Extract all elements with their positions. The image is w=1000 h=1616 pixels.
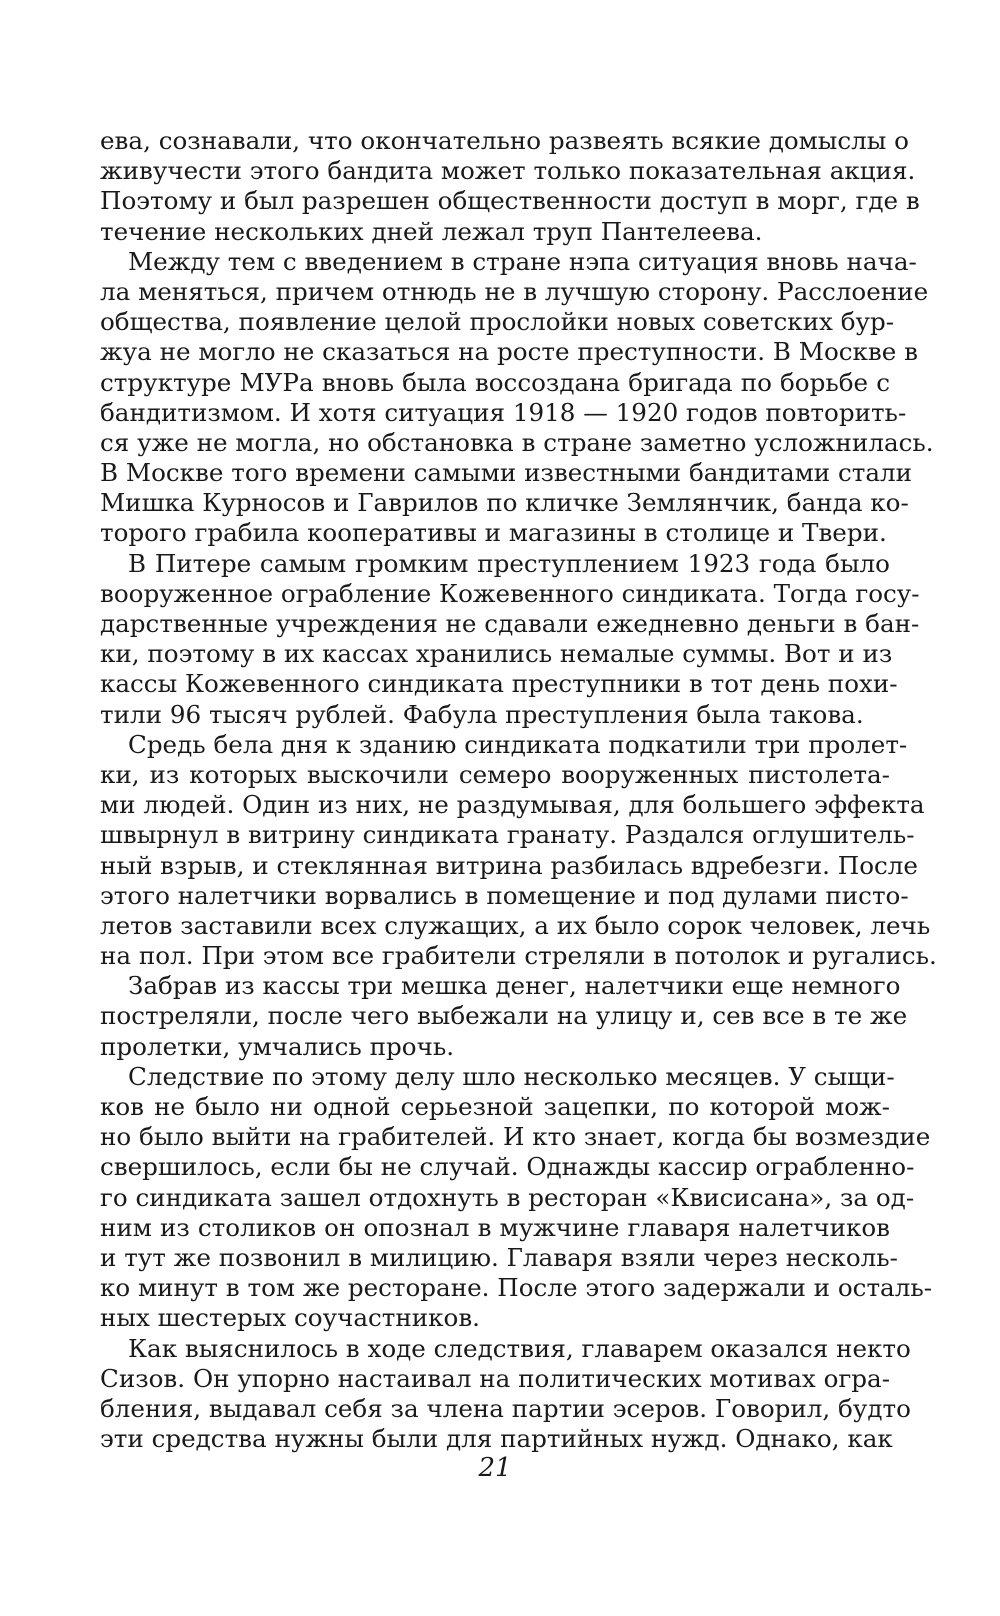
paragraph-3 [100, 548, 920, 730]
paragraph-1 [100, 126, 920, 247]
text-line: ним из столиков он опознал в мужчине главаря налетчиков [100, 1212, 890, 1242]
text-line: течение нескольких дней лежал труп Пантелеева. [100, 216, 763, 246]
text-line: Мишка Курносов и Гаврилов по кличке Землянчик, банда ко- [100, 488, 909, 518]
text-line: швырнул в витрину синдиката гранату. Раздался оглушитель- [100, 820, 915, 850]
text-line: пролетки, умчались прочь. [100, 1031, 455, 1061]
text-line: Средь бела дня к зданию синдиката подкатили три пролет- [128, 729, 908, 759]
text-line: общества, появление целой прослойки новых советских бур- [100, 307, 895, 337]
text-line: кассы Кожевенного синдиката преступники в тот день похи- [100, 669, 898, 699]
text-line: тили 96 тысяч рублей. Фабула преступления была такова. [100, 699, 864, 729]
text-line: ся уже не могла, но обстановка в стране заметно усложнилась. [100, 427, 934, 457]
text-line: структуре МУРа вновь была воссоздана бригада по борьбе с [100, 367, 890, 397]
text-line: ко минут в том же ресторане. После этого задержали и осталь- [100, 1273, 933, 1303]
text-line: вооруженное ограбление Кожевенного синдиката. Тогда госу- [100, 578, 920, 608]
text-line: но было выйти на грабителей. И кто знает, когда бы возмездие [100, 1122, 931, 1152]
text-line: го синдиката зашел отдохнуть в ресторан «Квисисана», за од- [100, 1182, 915, 1212]
text-line: ки, поэтому в их кассах хранились немалые суммы. Вот и из [100, 639, 893, 669]
paragraph-2 [100, 246, 934, 549]
text-line: бандитизмом. И хотя ситуация 1918 — 1920 годов повторить- [100, 397, 907, 427]
text-line: жуа не могло не сказаться на росте преступности. В Москве в [100, 337, 918, 367]
text-line: В Москве того времени самыми известными бандитами стали [100, 458, 913, 488]
text-line: В Питере самым громким преступлением 1923 года было [128, 548, 890, 578]
page-number: 21 [478, 1453, 512, 1483]
text-line: ных шестерых соучастников. [100, 1303, 480, 1333]
text-line: дарственные учреждения не сдавали ежедневно деньги в бан- [100, 609, 920, 638]
text-line: и тут же позвонил в милицию. Главаря взяли через несколь- [100, 1242, 898, 1272]
text-line: живучести этого бандита может только показательная акция. [100, 156, 916, 186]
text-line: на пол. При этом все грабители стреляли в потолок и ругались. [100, 941, 937, 971]
text-line: Следствие по этому делу шло несколько месяцев. У сыщи- [128, 1061, 895, 1091]
paragraph-6 [100, 1061, 933, 1334]
text-line: Между тем с введением в стране нэпа ситуация вновь нача- [128, 246, 917, 276]
paragraph-5 [100, 971, 908, 1062]
paragraph-4 [100, 729, 937, 972]
text-line: ева, сознавали, что окончательно развеять всякие домыслы о [100, 126, 909, 155]
text-line: свершилось, если бы не случай. Однажды кассир ограбленно- [100, 1152, 915, 1182]
text-line: ла меняться, причем отнюдь не в лучшую сторону. Расслоение [100, 276, 929, 306]
text-line: ный взрыв, и стеклянная витрина разбилась вдребезги. После [100, 850, 918, 880]
text-line: ков не было ни одной серьезной зацепки, по которой мож- [100, 1092, 890, 1121]
text-line: ки, из которых выскочили семеро вооруженных пистолета- [100, 759, 890, 789]
text-line: Как выяснилось в ходе следствия, главарем оказался некто [128, 1333, 911, 1363]
text-line: ми людей. Один из них, не раздумывая, для большего эффекта [100, 790, 925, 820]
text-line: бления, выдавал себя за члена партии эсеров. Говорил, будто [100, 1393, 911, 1423]
text-line: этого налетчики ворвались в помещение и под дулами писто- [100, 880, 909, 910]
paragraph-7 [100, 1333, 911, 1455]
text-line: Поэтому и был разрешен общественности доступ в морг, где в [100, 186, 920, 216]
text-line: Сизов. Он упорно настаивал на политических мотивах огра- [100, 1363, 890, 1393]
book-page [100, 126, 937, 1566]
text-line: летов заставили всех служащих, а их было сорок человек, лечь [100, 910, 931, 940]
text-line: Забрав из кассы три мешка денег, налетчики еще немного [128, 971, 901, 1001]
text-line: постреляли, после чего выбежали на улицу и, сев все в те же [100, 1001, 908, 1031]
text-line: эти средства нужны были для партийных нужд. Однако, как [100, 1424, 893, 1454]
text-line: торого грабила кооперативы и магазины в столице и Твери. [100, 518, 887, 548]
